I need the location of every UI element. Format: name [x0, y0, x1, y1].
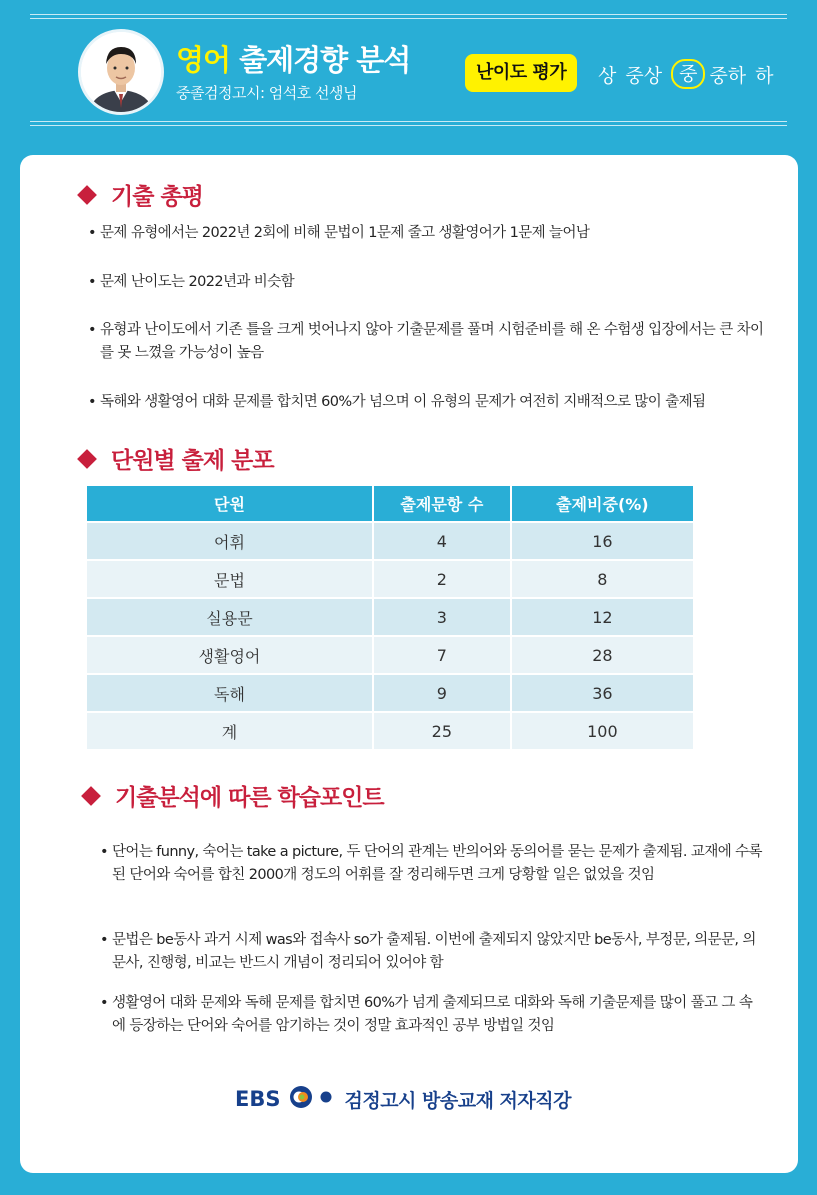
section-distribution-heading — [77, 442, 274, 475]
diamond-icon — [77, 449, 97, 469]
header-rule-top — [30, 14, 787, 15]
overview-bullet-4: • 독해와 생활영어 대화 문제를 합치면 60%가 넘으며 이 유형의 문제가 여전히 지배적으로 많이 출제됨 — [88, 394, 706, 410]
col-header-count: 출제문항 수 — [373, 486, 511, 522]
section-points-heading — [81, 779, 384, 812]
table-row — [87, 598, 693, 636]
table-row — [87, 560, 693, 598]
points-bullet-2: • 문법은 be동사 과거 시제 was와 접속사 so가 출제됨. 이번에 출제되지 않았지만 be동사, 부정문, 의문문, 의문사, 진행형, 비교는 반드시 개념이 정리되어 있어야 함 — [100, 932, 756, 971]
distribution-table — [87, 486, 693, 749]
level-low: 하 — [755, 64, 774, 87]
page-subtitle: 중졸검정고시: 엄석호 선생님 — [176, 84, 357, 102]
title-rest: 출제경향 분석 — [239, 43, 411, 77]
cell-unit: 생활영어 — [87, 636, 373, 674]
ebs-logo-icon — [288, 1085, 334, 1113]
diamond-icon — [77, 185, 97, 205]
difficulty-badge: 난이도 평가 — [465, 54, 577, 92]
table-row — [87, 674, 693, 712]
section-distribution-title: 단원별 출제 분포 — [111, 448, 274, 474]
page-title — [176, 38, 410, 79]
difficulty-levels — [598, 58, 783, 90]
section-points-title: 기출분석에 따른 학습포인트 — [115, 785, 384, 811]
cell-unit: 독해 — [87, 674, 373, 712]
section-overview-heading — [77, 178, 203, 211]
cell-ratio: 28 — [511, 636, 693, 674]
cell-unit: 계 — [87, 712, 373, 749]
table-row — [87, 522, 693, 560]
cell-count: 25 — [373, 712, 511, 749]
cell-ratio: 36 — [511, 674, 693, 712]
ebs-logo-text: EBS — [235, 1087, 281, 1111]
cell-ratio: 8 — [511, 560, 693, 598]
table-row — [87, 636, 693, 674]
level-mid-selected: 중 — [671, 59, 705, 89]
cell-ratio: 100 — [511, 712, 693, 749]
section-overview-title: 기출 총평 — [111, 184, 203, 210]
content-card — [20, 155, 798, 1173]
header-rule-top-2 — [30, 18, 787, 19]
overview-bullet-2: • 문제 난이도는 2022년과 비슷함 — [88, 274, 295, 290]
points-bullet-3: • 생활영어 대화 문제와 독해 문제를 합치면 60%가 넘게 출제되므로 대화와 독해 기출문제를 많이 풀고 그 속에 등장하는 단어와 숙어를 암기하는 것이 정말 효과적인 공부 방법일 것임 — [100, 995, 753, 1034]
footer-text: 검정고시 방송교재 저자직강 — [344, 1089, 571, 1112]
footer-brand — [235, 1085, 571, 1113]
cell-unit: 어휘 — [87, 522, 373, 560]
overview-bullet-1: • 문제 유형에서는 2022년 2회에 비해 문법이 1문제 줄고 생활영어가 1문제 늘어남 — [88, 225, 590, 241]
cell-count: 3 — [373, 598, 511, 636]
points-bullet-1: • 단어는 funny, 숙어는 take a picture, 두 단어의 관계는 반의어와 동의어를 묻는 문제가 출제됨. 교재에 수록된 단어와 숙어를 합친 2000개 정도의 어휘를 잘 정리해두면 크게 당황할 일은 없었을 것임 — [100, 844, 762, 883]
level-mid-low: 중하 — [709, 64, 747, 87]
header-rule-bottom-2 — [30, 125, 787, 126]
cell-count: 7 — [373, 636, 511, 674]
level-mid-high: 중상 — [625, 64, 663, 87]
teacher-avatar — [78, 29, 164, 115]
table-header-row — [87, 486, 693, 522]
cell-count: 4 — [373, 522, 511, 560]
cell-count: 2 — [373, 560, 511, 598]
level-high: 상 — [598, 64, 617, 87]
overview-bullet-3: • 유형과 난이도에서 기존 틀을 크게 벗어나지 않아 기출문제를 풀며 시험준비를 해 온 수험생 입장에서는 큰 차이를 못 느꼈을 가능성이 높음 — [88, 322, 764, 361]
table-row-total — [87, 712, 693, 749]
cell-ratio: 12 — [511, 598, 693, 636]
col-header-unit: 단원 — [87, 486, 373, 522]
cell-ratio: 16 — [511, 522, 693, 560]
title-subject: 영어 — [176, 43, 231, 77]
cell-count: 9 — [373, 674, 511, 712]
cell-unit: 실용문 — [87, 598, 373, 636]
header-rule-bottom — [30, 121, 787, 122]
diamond-icon — [81, 786, 101, 806]
col-header-ratio: 출제비중(%) — [511, 486, 693, 522]
cell-unit: 문법 — [87, 560, 373, 598]
